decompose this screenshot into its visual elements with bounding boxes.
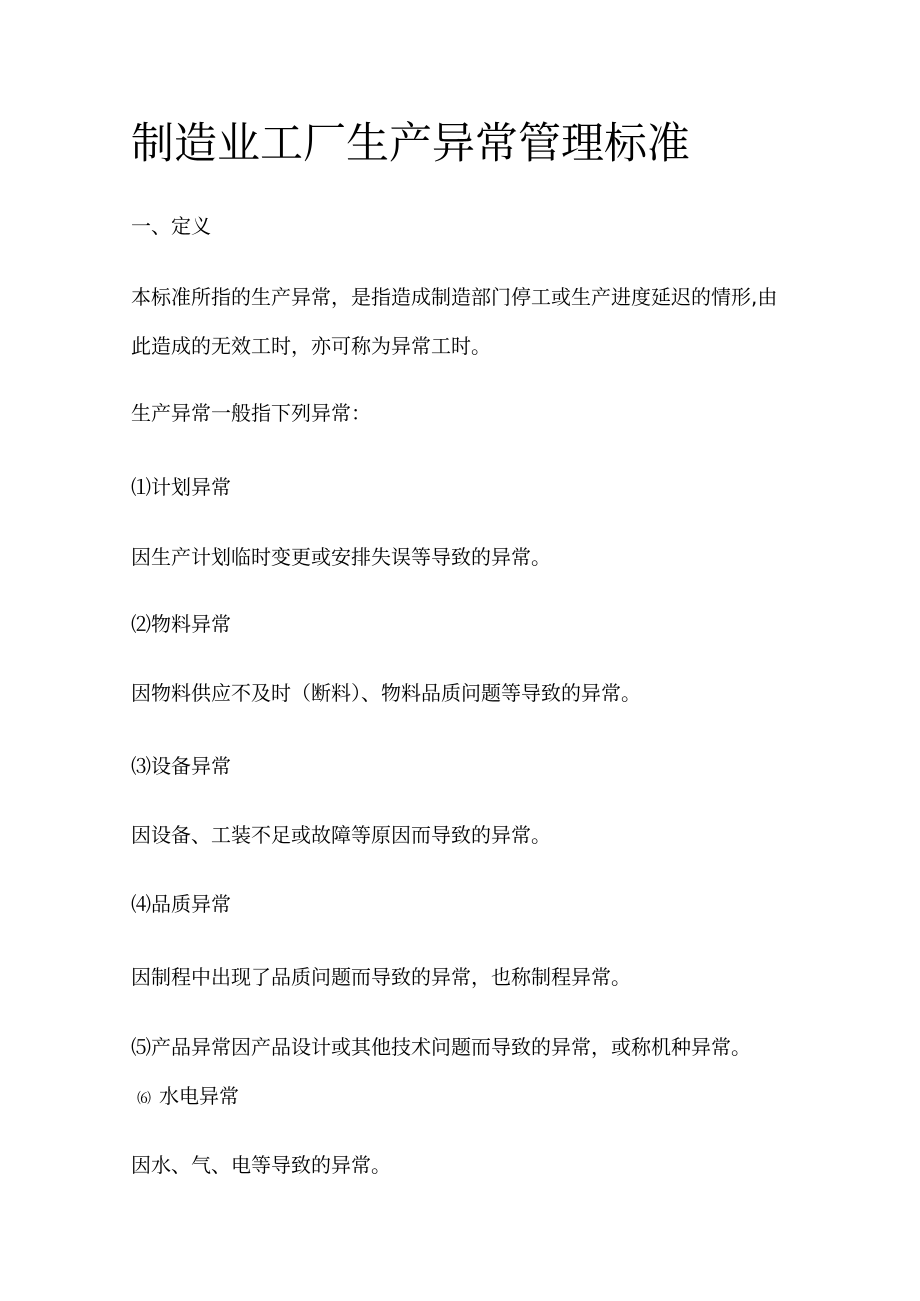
section-heading: 一、定义 xyxy=(131,214,211,238)
document-title: 制造业工厂生产异常管理标准 xyxy=(131,119,690,169)
item-description-utility: 因水、气、电等导致的异常。 xyxy=(131,1153,391,1177)
item-heading-equipment: ⑶设备异常 xyxy=(131,754,231,778)
item-product-line: ⑸产品异常因产品设计或其他技术问题而导致的异常，或称机种异常。 xyxy=(131,1035,751,1059)
definition-paragraph-line-2: 此造成的无效工时，亦可称为异常工时。 xyxy=(131,334,491,358)
item-heading-utility xyxy=(131,1083,239,1112)
item-heading-utility-label: 水电异常 xyxy=(159,1084,239,1108)
item-heading-material: ⑵物料异常 xyxy=(131,612,231,636)
item-heading-quality: ⑷品质异常 xyxy=(131,892,231,916)
item-description-equipment: 因设备、工装不足或故障等原因而导致的异常。 xyxy=(131,823,551,847)
item-description-quality: 因制程中出现了品质问题而导致的异常，也称制程异常。 xyxy=(131,965,631,989)
item-number-utility: ⑹ xyxy=(137,1091,151,1107)
item-description-plan: 因生产计划临时变更或安排失误等导致的异常。 xyxy=(131,545,551,569)
list-intro: 生产异常一般指下列异常： xyxy=(131,401,371,425)
definition-paragraph-line-1: 本标准所指的生产异常，是指造成制造部门停工或生产进度延迟的情形,由 xyxy=(131,285,778,309)
item-description-material: 因物料供应不及时（断料）、物料品质问题等导致的异常。 xyxy=(131,681,641,705)
item-heading-plan: ⑴计划异常 xyxy=(131,475,231,499)
